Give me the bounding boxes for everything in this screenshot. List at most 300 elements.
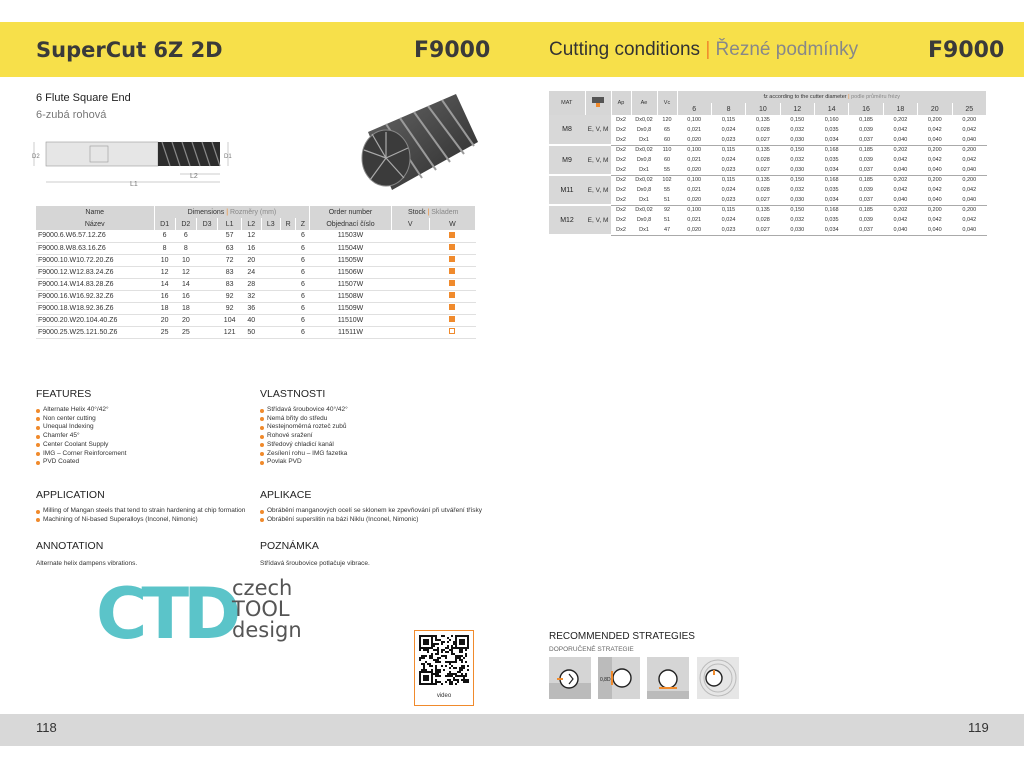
cut-ae: Dx0,02: [635, 147, 653, 154]
h-diam: 8: [711, 103, 745, 115]
cut-fz: 0,028: [756, 127, 770, 133]
dims-cell-d3: [196, 314, 217, 326]
cut-ae: Dx0,8: [636, 157, 652, 163]
cut-fz: 0,027: [746, 225, 780, 235]
subtitle-en: 6 Flute Square End: [36, 92, 131, 104]
dims-cell-d1: 12: [160, 268, 169, 276]
poznamka-text: Střídavá šroubovice potlačuje vibrace.: [260, 560, 370, 567]
cut-fz: 0,037: [849, 225, 883, 235]
cut-fz: 0,100: [687, 117, 702, 123]
stock-v-cell: [391, 266, 429, 278]
cut-ae: Dx1: [631, 165, 657, 175]
cut-fz: 0,185: [859, 147, 873, 154]
cut-fz: 0,020: [677, 165, 711, 175]
page-number-left: 118: [36, 720, 57, 735]
dims-cell-d3: [196, 230, 217, 242]
cut-vc: 60: [657, 135, 677, 145]
dims-row: [36, 278, 476, 290]
dims-cell-l1: 92: [225, 304, 234, 312]
dims-cell-order: 11509W: [337, 304, 364, 312]
list-item: Alternate Helix 40°/42°: [36, 406, 126, 415]
dims-cell-d1: 6: [162, 232, 167, 240]
cut-ap: Dx2: [616, 217, 626, 223]
strategy-label: 0,8D: [600, 677, 611, 683]
dims-cell-name: F9000.16.W16.92.32.Z6: [38, 292, 114, 300]
cut-mat: M12: [549, 205, 585, 235]
dims-cell-r: [281, 230, 296, 242]
dims-cell-l1: 121: [223, 328, 236, 336]
cut-row: [549, 115, 987, 125]
annotation-title: ANNOTATION: [36, 540, 104, 552]
cut-fz: 0,185: [859, 117, 873, 123]
cut-fz: 0,023: [711, 195, 745, 205]
cut-fz: 0,034: [815, 225, 849, 235]
cut-ae: Dx0,8: [636, 127, 652, 133]
dims-cell-d2: 25: [181, 328, 190, 336]
dims-cell-z: 6: [300, 328, 305, 336]
cut-fz: 0,040: [952, 135, 987, 145]
cut-fz: 0,042: [927, 187, 942, 193]
dim-d2: D2: [32, 154, 40, 160]
dims-cell-name: F9000.10.W10.72.20.Z6: [38, 256, 114, 264]
tool-photo: [356, 92, 480, 198]
vlastnosti-title: VLASTNOSTI: [260, 388, 326, 400]
dims-row: [36, 290, 476, 302]
h-diam: 18: [883, 103, 917, 115]
dims-cell-l3: [261, 242, 280, 254]
list-item: Nemá břity do středu: [260, 415, 348, 424]
list-item: PVD Coated: [36, 458, 126, 467]
vlastnosti-list: [260, 406, 348, 467]
cut-fz: 0,034: [815, 135, 849, 145]
logo-word-tool: TOOL: [232, 597, 290, 621]
dims-cell-name: F9000.8.W8.63.16.Z6: [38, 244, 106, 252]
cut-grade: E, V, M: [585, 145, 611, 175]
strategy-side-milling-icon: [598, 657, 640, 699]
dim-d1: D1: [224, 154, 232, 160]
dims-cell-l2: 24: [247, 268, 256, 276]
dims-cell-z: 6: [300, 316, 305, 324]
dims-cell-d3: [196, 266, 217, 278]
cut-fz: 0,135: [756, 147, 770, 154]
h-diam: 6: [677, 103, 711, 115]
cut-fz: 0,024: [721, 217, 736, 223]
dims-cell-d3: [196, 326, 217, 338]
cut-vc: 65: [663, 127, 671, 133]
h-col: L3: [261, 218, 280, 230]
stock-v-cell: [391, 290, 429, 302]
dims-cell-z: 6: [300, 256, 305, 264]
machine-icon: [591, 96, 605, 108]
cut-vc: 92: [663, 207, 671, 214]
cut-fz: 0,040: [918, 195, 952, 205]
cut-fz: 0,042: [927, 127, 942, 133]
cut-fz: 0,040: [883, 225, 917, 235]
application-title: APPLICATION: [36, 489, 105, 501]
cut-fz: 0,200: [962, 207, 977, 214]
dim-l1: L1: [130, 181, 138, 188]
h-fz-en: fz according to the cutter diameter: [763, 94, 847, 100]
strategies-title: RECOMMENDED STRATEGIES: [549, 631, 695, 642]
dims-cell-r: [281, 266, 296, 278]
cut-fz: 0,042: [927, 217, 942, 223]
dims-row: [36, 266, 476, 278]
cut-vc: 110: [662, 147, 672, 154]
cut-grade: E, V, M: [585, 205, 611, 235]
dims-cell-l2: 16: [247, 244, 256, 252]
stock-v-cell: [391, 242, 429, 254]
cut-fz: 0,021: [687, 127, 702, 133]
h-stock-cz: Skladem: [431, 208, 459, 216]
cut-fz: 0,021: [687, 217, 702, 223]
cut-fz: 0,040: [883, 165, 917, 175]
h-col: D1: [154, 218, 175, 230]
dims-row: [36, 254, 476, 266]
right-title-en: Cutting conditions: [549, 39, 701, 60]
qr-label: video: [436, 693, 452, 699]
cut-fz: 0,135: [756, 177, 770, 184]
dims-cell-z: 6: [300, 292, 305, 300]
dims-cell-l2: 40: [247, 316, 256, 324]
list-item: Střídavá šroubovice 40°/42°: [260, 406, 348, 415]
h-vc: Vc: [657, 91, 677, 115]
dims-cell-l3: [261, 314, 280, 326]
cut-vc: 55: [663, 187, 671, 193]
cut-ae: Dx1: [631, 195, 657, 205]
dims-cell-d1: 10: [160, 256, 169, 264]
cut-vc: 60: [663, 157, 671, 163]
cut-fz: 0,021: [687, 187, 702, 193]
cut-fz: 0,202: [893, 117, 908, 123]
cut-row: [549, 205, 987, 215]
cut-fz: 0,035: [824, 127, 839, 133]
stock-v-cell: [391, 230, 429, 242]
dims-cell-d3: [196, 302, 217, 314]
cut-fz: 0,039: [859, 157, 873, 163]
annotation-text: Alternate helix dampens vibrations.: [36, 560, 138, 567]
cut-ap: Dx2: [616, 207, 626, 214]
h-grade-icon: [585, 91, 611, 115]
h-stock-w: W: [429, 218, 475, 230]
cut-fz: 0,028: [756, 187, 770, 193]
dims-cell-l3: [261, 290, 280, 302]
h-fz-cz: podle průměru frézy: [851, 94, 901, 100]
cut-ap: Dx2: [616, 147, 626, 154]
cut-fz: 0,040: [918, 135, 952, 145]
stock-available-icon: [449, 280, 455, 286]
cut-row: [549, 165, 987, 175]
cut-fz: 0,200: [927, 207, 942, 214]
cut-ap: Dx2: [611, 225, 631, 235]
dims-cell-l2: 50: [247, 328, 256, 336]
dims-cell-l1: 63: [225, 244, 234, 252]
page-number-right: 119: [968, 720, 989, 735]
cut-fz: 0,042: [893, 127, 908, 133]
footer-band: [0, 714, 1024, 746]
cut-fz: 0,200: [962, 177, 977, 184]
dims-cell-d3: [196, 290, 217, 302]
cut-ap: Dx2: [611, 195, 631, 205]
dims-cell-l1: 83: [225, 280, 234, 288]
cut-vc: 51: [657, 195, 677, 205]
cut-fz: 0,040: [883, 135, 917, 145]
cut-vc: 47: [657, 225, 677, 235]
list-item: Obrábění manganových ocelí se sklonem ke zpevňování při utváření třísky: [260, 507, 482, 516]
cut-fz: 0,023: [711, 225, 745, 235]
h-mat: MAT: [549, 91, 585, 115]
cut-fz: 0,037: [849, 195, 883, 205]
cut-mat: M8: [549, 115, 585, 145]
cut-fz: 0,115: [721, 177, 736, 184]
h-col: L2: [242, 218, 261, 230]
dims-cell-z: 6: [300, 244, 305, 252]
cut-ap: Dx2: [616, 127, 626, 133]
cut-fz: 0,200: [962, 147, 977, 154]
stock-on-request-icon: [449, 328, 455, 334]
cut-fz: 0,200: [927, 147, 942, 154]
dims-cell-order: 11510W: [337, 316, 364, 324]
h-diam: 12: [780, 103, 814, 115]
dims-cell-l2: 12: [247, 232, 256, 240]
stock-available-icon: [449, 232, 455, 238]
strategy-trochoidal-icon: [697, 657, 739, 699]
cut-ap: Dx2: [616, 157, 626, 163]
dims-cell-d2: 18: [181, 304, 190, 312]
cut-fz: 0,039: [859, 127, 873, 133]
cut-fz: 0,027: [746, 135, 780, 145]
left-title: SuperCut 6Z 2D: [36, 38, 223, 62]
dim-l2: L2: [190, 173, 198, 180]
cut-fz: 0,185: [859, 207, 873, 214]
dims-cell-order: 11511W: [337, 328, 363, 336]
dims-cell-d3: [196, 242, 217, 254]
cut-vc: 55: [657, 165, 677, 175]
cut-mat: M11: [549, 175, 585, 205]
dims-cell-r: [281, 242, 296, 254]
list-item: Non center cutting: [36, 415, 126, 424]
dims-cell-r: [281, 290, 296, 302]
h-diam: 16: [849, 103, 883, 115]
dims-cell-d3: [196, 278, 217, 290]
dims-cell-l2: 36: [247, 304, 256, 312]
logo-wordmark: [232, 578, 302, 641]
logo-letters: CTD: [96, 578, 236, 648]
cut-fz: 0,100: [687, 147, 702, 154]
h-diam: 25: [952, 103, 987, 115]
dims-cell-name: F9000.6.W6.57.12.Z6: [38, 232, 106, 240]
list-item: Povlak PVD: [260, 458, 348, 467]
cut-ae: Dx1: [631, 225, 657, 235]
aplikace-title: APLIKACE: [260, 489, 312, 501]
list-item: Nestejnoměrná rozteč zubů: [260, 423, 348, 432]
h-stock-sep: |: [427, 208, 430, 216]
cut-fz: 0,030: [780, 135, 814, 145]
h-dims-cz: Rozměry (mm): [229, 208, 277, 216]
cut-fz: 0,042: [962, 157, 977, 163]
strategies-subtitle: DOPORUČENÉ STRATEGIE: [549, 646, 634, 653]
dims-cell-d1: 25: [160, 328, 169, 336]
cut-fz: 0,200: [927, 177, 942, 184]
h-ap: Ap: [611, 91, 631, 115]
h-stock-en: Stock: [408, 208, 426, 216]
dims-row: [36, 302, 476, 314]
h-col: L1: [218, 218, 242, 230]
cut-fz: 0,032: [790, 217, 805, 223]
subtitle-cz: 6-zubá rohová: [36, 109, 107, 121]
dims-cell-d2: 12: [181, 268, 190, 276]
cut-fz: 0,030: [780, 225, 814, 235]
dims-row: [36, 230, 476, 242]
dims-cell-l1: 92: [225, 292, 234, 300]
cut-ae: Dx0,8: [636, 217, 652, 223]
cut-fz: 0,032: [790, 157, 805, 163]
dims-cell-l3: [261, 254, 280, 266]
list-item: Machining of Ni-based Superalloys (Inconel, Nimonic): [36, 516, 245, 525]
dims-cell-r: [281, 254, 296, 266]
cut-fz: 0,030: [780, 165, 814, 175]
cut-fz: 0,042: [893, 187, 908, 193]
stock-v-cell: [391, 278, 429, 290]
dims-cell-r: [281, 314, 296, 326]
dims-cell-name: F9000.12.W12.83.24.Z6: [38, 268, 114, 276]
h-fz: [677, 91, 987, 103]
h-stock-v: V: [391, 218, 429, 230]
cut-fz: 0,035: [824, 187, 839, 193]
stock-v-cell: [391, 314, 429, 326]
dims-cell-l3: [261, 266, 280, 278]
stock-v-cell: [391, 254, 429, 266]
dims-cell-r: [281, 302, 296, 314]
cut-fz: 0,200: [962, 117, 977, 123]
cut-ae: Dx0,02: [635, 177, 653, 184]
dims-cell-z: 6: [300, 304, 305, 312]
h-col: D2: [175, 218, 196, 230]
dims-cell-l3: [261, 230, 280, 242]
cut-fz: 0,020: [677, 225, 711, 235]
list-item: Obrábění superslitin na bázi Niklu (Inconel, Nimonic): [260, 516, 482, 525]
features-title: FEATURES: [36, 388, 92, 400]
cut-fz: 0,042: [927, 157, 942, 163]
cut-fz: 0,042: [962, 217, 977, 223]
cut-ap: Dx2: [611, 165, 631, 175]
h-ae: Ae: [631, 91, 657, 115]
cut-row: [549, 145, 987, 155]
cut-row: [549, 175, 987, 185]
poznamka-title: POZNÁMKA: [260, 540, 319, 552]
application-list: [36, 507, 245, 524]
dims-cell-order: 11504W: [337, 244, 364, 252]
dims-cell-name: F9000.14.W14.83.28.Z6: [38, 280, 114, 288]
cut-mat: M9: [549, 145, 585, 175]
dims-cell-d2: 8: [183, 244, 188, 252]
cut-fz: 0,100: [687, 207, 702, 214]
stock-available-icon: [449, 268, 455, 274]
cut-fz: 0,042: [962, 127, 977, 133]
stock-available-icon: [449, 244, 455, 250]
stock-w-cell: [429, 302, 475, 314]
cut-fz: 0,042: [893, 157, 908, 163]
cut-fz: 0,200: [927, 117, 942, 123]
list-item: IMG – Corner Reinforcement: [36, 450, 126, 459]
h-order-cz: Objednací číslo: [310, 218, 391, 230]
logo-word-czech: czech: [232, 576, 293, 600]
cut-fz: 0,027: [746, 165, 780, 175]
cut-fz: 0,042: [893, 217, 908, 223]
dims-cell-order: 11506W: [337, 268, 364, 276]
h-stock: [391, 206, 476, 218]
stock-w-cell: [429, 314, 475, 326]
h-diam: 20: [918, 103, 952, 115]
dims-cell-z: 6: [300, 232, 305, 240]
stock-available-icon: [449, 292, 455, 298]
cut-ap: Dx2: [611, 135, 631, 145]
stock-w-cell: [429, 254, 475, 266]
list-item: Středový chladicí kanál: [260, 441, 348, 450]
cut-grade: E, V, M: [585, 115, 611, 145]
dims-cell-d2: 10: [181, 256, 190, 264]
list-item: Zesílení rohu – IMG fazetka: [260, 450, 348, 459]
cut-row: [549, 185, 987, 195]
strategy-slotting-icon: [549, 657, 591, 699]
h-diam: 14: [815, 103, 849, 115]
cut-fz: 0,032: [790, 187, 805, 193]
dims-cell-d2: 20: [181, 316, 190, 324]
dims-cell-r: [281, 278, 296, 290]
dims-cell-d1: 14: [160, 280, 169, 288]
cut-vc: 102: [662, 177, 672, 184]
cut-fz: 0,202: [893, 207, 908, 214]
h-dims: [154, 206, 310, 218]
cut-fz: 0,032: [790, 127, 805, 133]
dims-cell-l2: 28: [247, 280, 256, 288]
h-order: Order number: [310, 206, 391, 218]
dims-cell-r: [281, 326, 296, 338]
cut-fz: 0,027: [746, 195, 780, 205]
left-code: F9000: [414, 38, 491, 63]
cut-ap: Dx2: [616, 117, 626, 123]
stock-w-cell: [429, 278, 475, 290]
dims-row: [36, 314, 476, 326]
strategy-profile-icon: [647, 657, 689, 699]
dims-cell-l2: 20: [247, 256, 256, 264]
dims-cell-l1: 72: [225, 256, 234, 264]
cutting-table: [549, 91, 987, 236]
stock-available-icon: [449, 316, 455, 322]
dims-cell-order: 11505W: [337, 256, 364, 264]
dims-cell-d2: 14: [181, 280, 190, 288]
cut-fz: 0,115: [721, 117, 736, 123]
cut-fz: 0,040: [883, 195, 917, 205]
cut-row: [549, 195, 987, 205]
h-dims-en: Dimensions: [187, 208, 225, 216]
cut-fz: 0,150: [790, 147, 805, 154]
dims-cell-name: F9000.18.W18.92.36.Z6: [38, 304, 114, 312]
cut-ae: Dx1: [631, 135, 657, 145]
cut-fz: 0,040: [952, 195, 987, 205]
cut-fz: 0,020: [677, 195, 711, 205]
stock-w-cell: [429, 290, 475, 302]
cut-fz: 0,024: [721, 187, 736, 193]
right-code: F9000: [928, 38, 1005, 63]
dims-cell-order: 11507W: [337, 280, 364, 288]
cut-fz: 0,100: [687, 177, 702, 184]
cut-vc: 51: [663, 217, 671, 223]
h-col: Z: [296, 218, 310, 230]
aplikace-list: [260, 507, 482, 524]
list-item: Chamfer 45°: [36, 432, 126, 441]
dims-cell-name: F9000.20.W20.104.40.Z6: [38, 316, 118, 324]
video-qr-code[interactable]: [414, 630, 474, 706]
